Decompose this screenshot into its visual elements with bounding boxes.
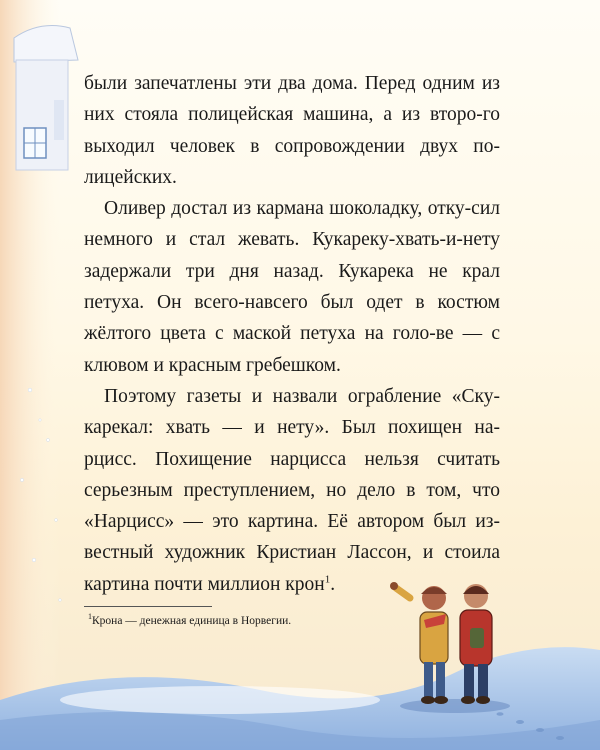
main-text — [84, 68, 500, 600]
house-illustration — [14, 26, 78, 170]
footnote-divider — [84, 606, 212, 607]
footnote-text: Крона — денежная единица в Норвегии. — [92, 615, 292, 627]
footnote-marker: 1 — [88, 612, 92, 622]
footnote — [88, 614, 388, 629]
paragraph-3: Поэтому газеты и назвали ограбление «Ску-карекал: хвать — и нету». Был похищен на-рцисс. Похищение нарцисса нельзя считать серьезным преступлением, но дело в том, что «Нарцисс» — это картина. Её автором был из-вестный художник Кристиан Лассон, и стоила картина почти миллион крон$^1$. — [84, 385, 500, 595]
footnote-reference[interactable]: 1 — [324, 573, 331, 586]
paragraph-3-text: Поэтому газеты и назвали ограбление «Ску-карекал: хвать — и нету». Был похищен на-рцисс. Похищение нарцисса нельзя считать серьезным преступлением, но дело в том, что «Нарцисс» — это картина. Её автором был из-вестный художник Кристиан Лассон, и стоила картина почти миллион крон — [84, 385, 500, 595]
paragraph-2: Оливер достал из кармана шоколадку, отку-сил немного и стал жевать. Кукареку-хвать-и-нету задержали три дня назад. Кукарека не крал петуха. Он всего-навсего был одет в костюм жёлтого цвета с маской петуха на голо-ве — с клювом и красным гребешком. — [84, 198, 500, 376]
paragraph-1: были запечатлены эти два дома. Перед одним из них стояла полицейская машина, а из второ-го выходил человек в сопровождении двух по-лицейских. — [84, 73, 500, 188]
